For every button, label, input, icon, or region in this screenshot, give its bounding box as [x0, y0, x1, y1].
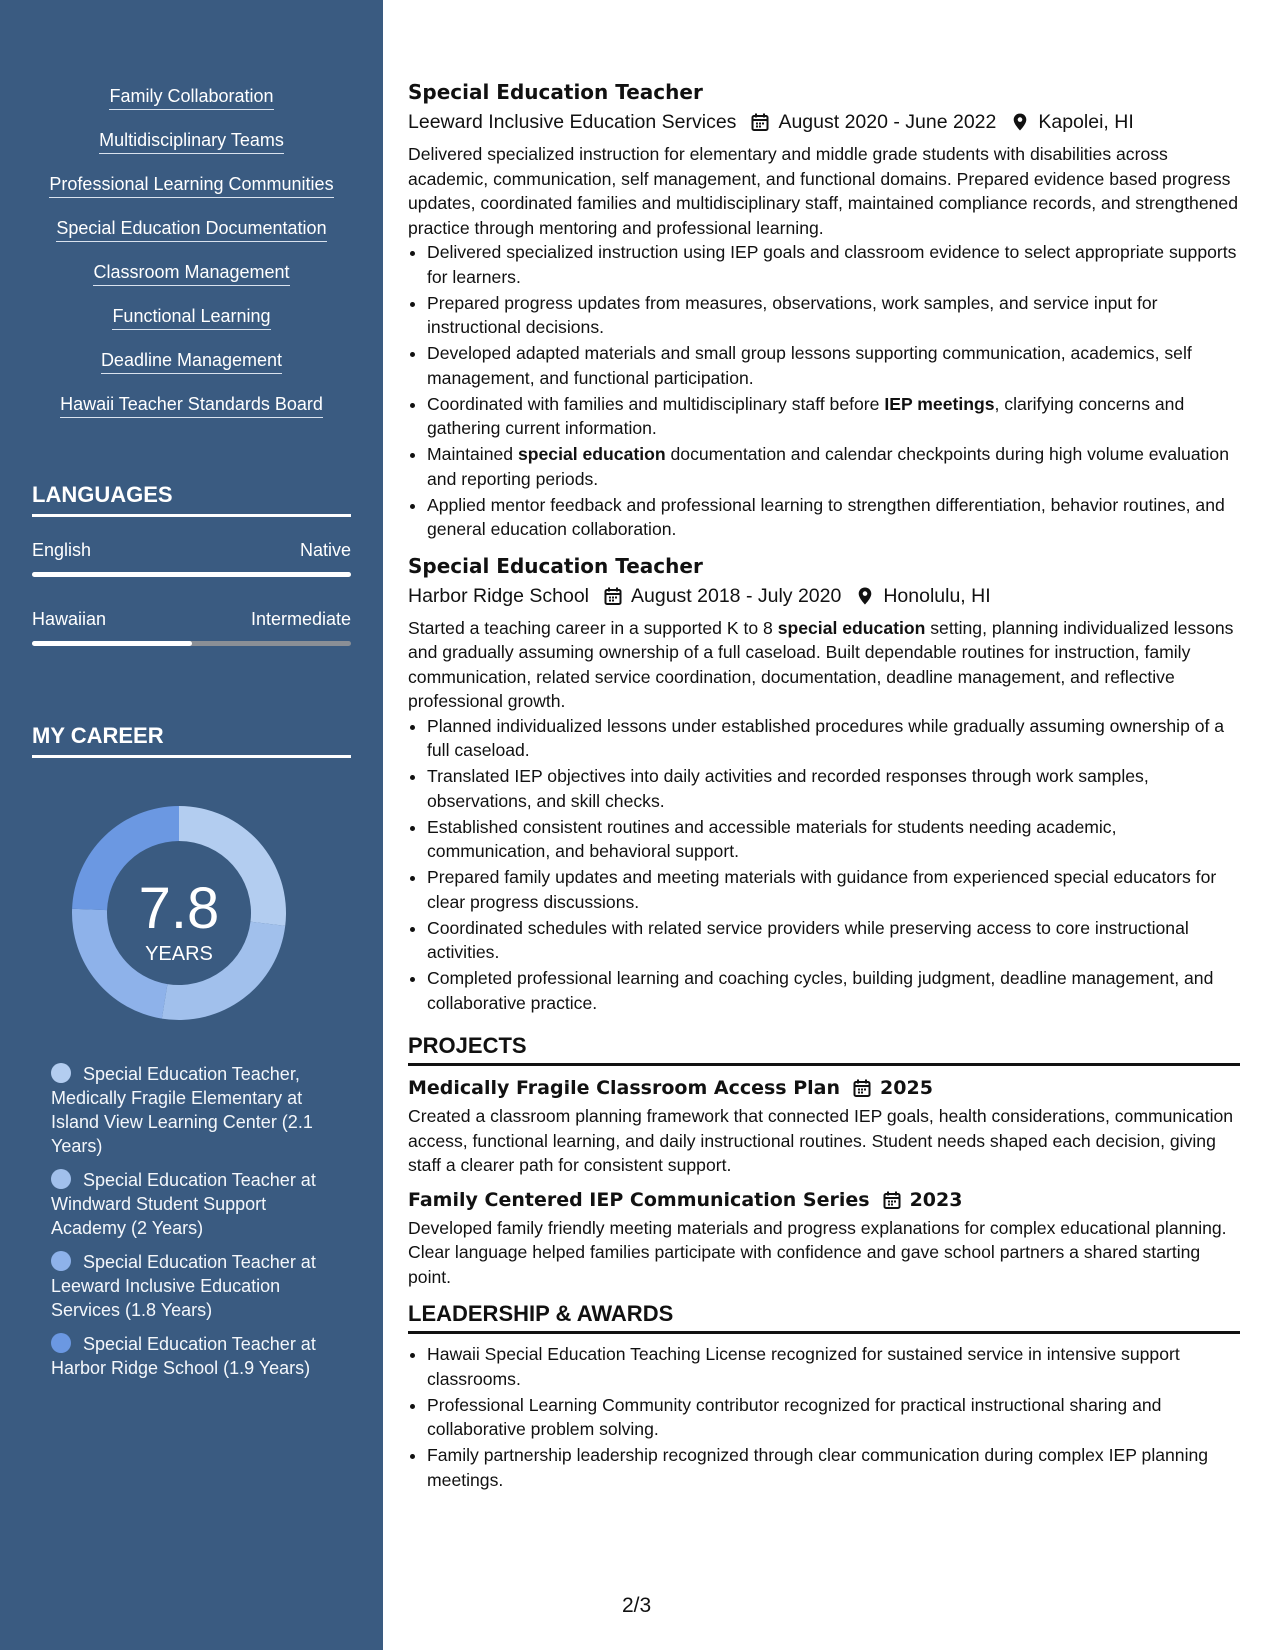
sidebar — [0, 0, 383, 1650]
project-entry — [408, 1186, 1240, 1290]
career-dot-icon — [51, 1169, 71, 1189]
language-name: Hawaiian — [32, 609, 107, 629]
project-year: 2025 — [880, 1077, 933, 1099]
career-unit: YEARS — [145, 943, 213, 965]
career-item — [51, 1062, 341, 1158]
projects-section — [408, 1031, 1240, 1289]
skill-item: Hawaii Teacher Standards Board — [60, 392, 323, 418]
page-number: 2/3 — [622, 1594, 652, 1617]
job-title: Special Education Teacher — [408, 553, 703, 578]
calendar-icon — [750, 112, 770, 132]
job-bullet: • Maintained special education documentation and calendar checkpoints during high volume evaluation and reporting periods. — [427, 442, 1240, 491]
project-description: Created a classroom planning framework that connected IEP goals, health considerations, communication access, functional learning, and daily instructional routines. Student needs shaped each decision, giving staff a clearer path for consistent support. — [408, 1106, 1234, 1175]
job-bullets — [408, 714, 1240, 1016]
career-item-text: Special Education Teacher at Leeward Inclusive Education Services (1.8 Years) — [51, 1252, 316, 1320]
job-description: Started a teaching career in a supported K to 8 special education setting, planning individualized lessons and gradually assuming ownership of a full caseload. Built dependable routines for instruction, family communication, related service coordination, documentation, deadline management, and reflective professional growth. — [408, 617, 1234, 711]
career-item-text: Special Education Teacher, Medically Fragile Elementary at Island View Learning Center (2.1 Years) — [51, 1064, 313, 1156]
career-dot-icon — [51, 1251, 71, 1271]
job-entry — [408, 78, 1240, 542]
project-title: Family Centered IEP Communication Series — [408, 1188, 870, 1211]
project-title-row — [408, 1074, 1240, 1102]
calendar-icon — [603, 586, 623, 606]
location-pin-icon — [1010, 112, 1030, 132]
language-hawaiian — [32, 607, 351, 646]
job-bullet: • Applied mentor feedback and professional learning to strengthen differentiation, behavior routines, and general education collaboration. — [427, 493, 1240, 542]
awards-list — [408, 1342, 1240, 1492]
calendar-icon — [882, 1190, 902, 1210]
job-location: Honolulu, HI — [883, 584, 991, 607]
job-bullet: • Established consistent routines and accessible materials for students needing academic, communication, and behavioral support. — [427, 815, 1240, 864]
skill-item: Special Education Documentation — [56, 216, 326, 242]
job-bullet: • Delivered specialized instruction using IEP goals and classroom evidence to select appropriate supports for learners. — [427, 240, 1240, 289]
job-bullet: • Coordinated schedules with related service providers while preserving access to core instructional activities. — [427, 916, 1240, 965]
career-heading: MY CAREER — [32, 721, 351, 758]
job-bullet: • Planned individualized lessons under established procedures while gradually assuming ownership of a full caseload. — [427, 714, 1240, 763]
job-title: Special Education Teacher — [408, 80, 703, 104]
language-bar-fill — [32, 641, 192, 646]
job-bullet: • Prepared family updates and meeting materials with guidance from experienced special educators for clear progress discussions. — [427, 865, 1240, 914]
job-bullet: • Prepared progress updates from measures, observations, work samples, and service input for instructional decisions. — [427, 291, 1240, 340]
career-item — [51, 1250, 341, 1322]
language-bar — [32, 641, 351, 646]
job-bullets — [408, 240, 1240, 542]
project-title-row — [408, 1186, 1240, 1214]
career-dot-icon — [51, 1063, 71, 1083]
language-name: English — [32, 540, 92, 560]
skill-item: Deadline Management — [101, 348, 282, 374]
job-meta — [408, 108, 1240, 136]
career-item-text: Special Education Teacher at Windward Student Support Academy (2 Years) — [51, 1170, 316, 1238]
project-year: 2023 — [909, 1188, 963, 1211]
career-item — [51, 1168, 341, 1240]
job-description: Delivered specialized instruction for elementary and middle grade students with disabilities across academic, communication, self management, and functional domains. Prepared evidence based progress updates, coordinated families and multidisciplinary staff, maintained compliance records, and strengthened practice through mentoring and professional learning. — [408, 144, 1238, 238]
skills-list — [0, 84, 383, 436]
skill-item: Professional Learning Communities — [49, 172, 333, 198]
language-bar-fill — [32, 572, 351, 577]
job-entry — [408, 552, 1240, 1016]
skill-item: Multidisciplinary Teams — [99, 128, 284, 154]
skill-item: Functional Learning — [112, 304, 270, 330]
job-dates: August 2020 - June 2022 — [778, 111, 997, 133]
award-item: • Professional Learning Community contributor recognized for practical instructional sharing and collaborative problem solving. — [427, 1393, 1240, 1442]
awards-heading: LEADERSHIP & AWARDS — [408, 1299, 1240, 1334]
job-bullet: • Developed adapted materials and small group lessons supporting communication, academics, self management, and functional participation. — [427, 341, 1240, 390]
project-description: Developed family friendly meeting materials and progress explanations for complex educational planning. Clear language helped families participate with confidence and gave school partners a shared starting point. — [408, 1217, 1227, 1287]
job-dates: August 2018 - July 2020 — [631, 584, 842, 607]
language-level: Native — [299, 540, 351, 560]
career-item — [51, 1332, 341, 1380]
job-meta — [408, 582, 1240, 610]
company-name: Harbor Ridge School — [408, 584, 590, 607]
job-bullet: • Completed professional learning and coaching cycles, building judgment, deadline management, and collaborative practice. — [427, 966, 1240, 1015]
career-list — [51, 1062, 341, 1390]
award-item: • Family partnership leadership recognized through clear communication during complex IEP planning meetings. — [427, 1443, 1240, 1492]
languages-heading: LANGUAGES — [32, 480, 351, 517]
career-item-text: Special Education Teacher at Harbor Ridge School (1.9 Years) — [51, 1334, 316, 1378]
award-item: • Hawaii Special Education Teaching License recognized for sustained service in intensive support classrooms. — [427, 1342, 1240, 1391]
project-title: Medically Fragile Classroom Access Plan — [408, 1077, 841, 1099]
language-level: Intermediate — [250, 609, 351, 629]
career-donut-chart — [66, 800, 292, 1026]
job-bullet: • Translated IEP objectives into daily activities and recorded responses through work samples, observations, and skill checks. — [427, 764, 1240, 813]
language-english — [32, 538, 351, 577]
job-bullet: • Coordinated with families and multidisciplinary staff before IEP meetings, clarifying concerns and gathering current information. — [427, 392, 1240, 441]
language-bar — [32, 572, 351, 577]
project-entry — [408, 1074, 1240, 1178]
career-dot-icon — [51, 1333, 71, 1353]
awards-section — [408, 1299, 1240, 1492]
skill-item: Classroom Management — [93, 260, 289, 286]
main-content — [408, 78, 1240, 1494]
calendar-icon — [852, 1078, 872, 1098]
company-name: Leeward Inclusive Education Services — [408, 111, 737, 133]
career-total: 7.8 — [138, 876, 220, 941]
skill-item: Family Collaboration — [109, 84, 273, 110]
projects-heading: PROJECTS — [408, 1031, 1240, 1066]
location-pin-icon — [855, 586, 875, 606]
job-location: Kapolei, HI — [1038, 111, 1134, 133]
